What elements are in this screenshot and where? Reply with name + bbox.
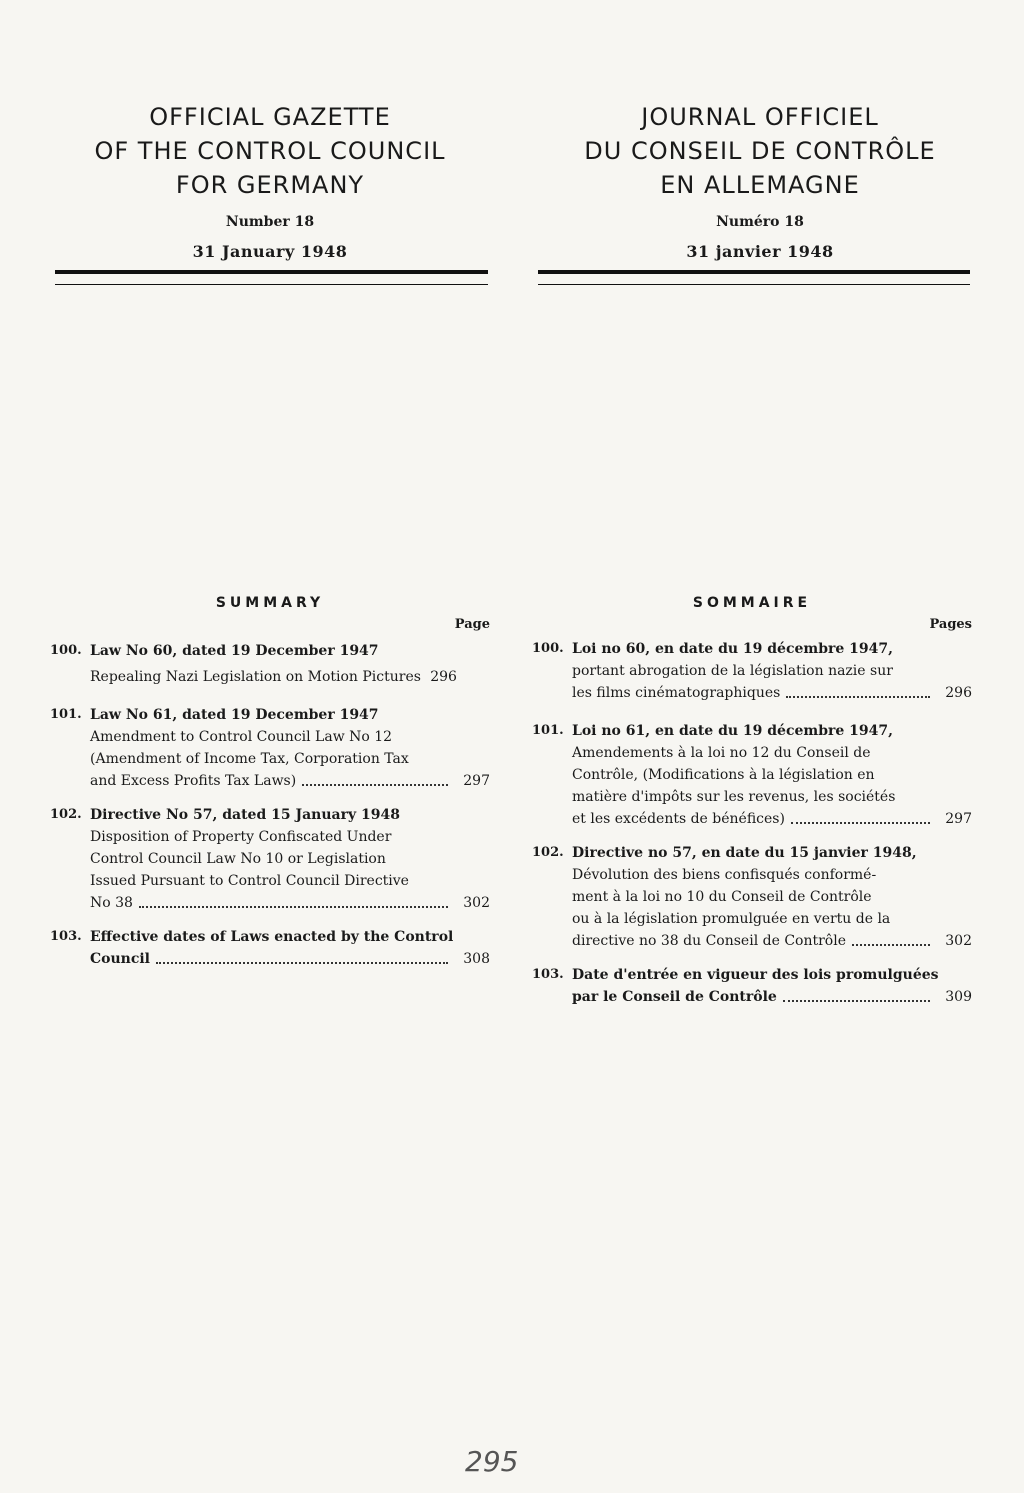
entry-number: 100. xyxy=(50,643,82,658)
entry-last-line: les films cinématographiques xyxy=(572,685,781,701)
entry-heading: Directive no 57, en date du 15 janvier 1948, xyxy=(572,845,917,861)
french-title-line-2: DU CONSEIL DE CONTRÔLE xyxy=(584,137,936,165)
entry-description-line: ou à la législation promulguée en vertu de la xyxy=(572,911,891,927)
entry-number: 101. xyxy=(532,723,564,738)
entry-description-line: Amendment to Control Council Law No 12 xyxy=(90,729,393,745)
french-entry-101 xyxy=(532,720,972,830)
entry-page: 302 xyxy=(945,933,972,949)
entry-description-line: Issued Pursuant to Control Council Directive xyxy=(90,873,409,889)
entry-description-line: Disposition of Property Confiscated Under xyxy=(90,829,392,845)
entry-description-line: (Amendment of Income Tax, Corporation Tax xyxy=(90,751,409,767)
leader-dots xyxy=(783,986,930,1002)
french-entry-102 xyxy=(532,842,972,952)
leader-dots xyxy=(852,930,930,946)
leader-dots xyxy=(139,892,448,908)
entry-last-line: Repealing Nazi Legislation on Motion Pictures xyxy=(90,669,421,685)
leader-dots xyxy=(786,682,930,698)
english-header-rule xyxy=(55,270,488,285)
french-page-label: Pages xyxy=(929,617,972,632)
entry-description-line: Dévolution des biens confisqués conformé- xyxy=(572,867,877,883)
english-issue-number: Number 18 xyxy=(225,214,315,230)
entry-heading: Law No 60, dated 19 December 1947 xyxy=(90,643,379,659)
english-entry-101 xyxy=(50,704,490,792)
english-entry-103 xyxy=(50,926,490,970)
french-title-line-1: JOURNAL OFFICIEL xyxy=(641,103,879,131)
entry-number: 102. xyxy=(532,845,564,860)
leader-dots xyxy=(302,770,448,786)
entry-last-line: No 38 xyxy=(90,895,133,911)
entry-heading: Loi no 60, en date du 19 décembre 1947, xyxy=(572,641,893,657)
handwritten-page-number: 295 xyxy=(465,1445,519,1478)
entry-page: 302 xyxy=(463,895,490,911)
entry-last-line: Council xyxy=(90,951,150,967)
french-entry-100 xyxy=(532,638,972,704)
entry-heading: Directive No 57, dated 15 January 1948 xyxy=(90,807,400,823)
french-summary xyxy=(532,595,972,1008)
english-entry-100 xyxy=(50,640,490,688)
entry-heading: Law No 61, dated 19 December 1947 xyxy=(90,707,379,723)
entry-number: 102. xyxy=(50,807,82,822)
english-issue-date: 31 January 1948 xyxy=(192,242,348,261)
english-title-line-1: OFFICIAL GAZETTE xyxy=(149,103,391,131)
entry-heading: Loi no 61, en date du 19 décembre 1947, xyxy=(572,723,893,739)
entry-number: 103. xyxy=(532,967,564,982)
entry-description-line: Contrôle, (Modifications à la législation en xyxy=(572,767,875,783)
entry-heading: Effective dates of Laws enacted by the Control xyxy=(90,929,454,945)
french-masthead xyxy=(545,100,975,261)
french-entry-103 xyxy=(532,964,972,1008)
english-title-line-2: OF THE CONTROL COUNCIL xyxy=(94,137,446,165)
entry-last-line: and Excess Profits Tax Laws) xyxy=(90,773,297,789)
entry-last-line: et les excédents de bénéfices) xyxy=(572,811,785,827)
leader-dots xyxy=(791,808,930,824)
entry-last-line: directive no 38 du Conseil de Contrôle xyxy=(572,933,846,949)
french-summary-title: SOMMAIRE xyxy=(692,595,812,611)
english-masthead xyxy=(40,100,500,261)
french-title-line-3: EN ALLEMAGNE xyxy=(660,171,860,199)
entry-description-line: ment à la loi no 10 du Conseil de Contrôle xyxy=(572,889,872,905)
french-issue-number: Numéro 18 xyxy=(716,214,804,230)
english-entry-102 xyxy=(50,804,490,914)
entry-page: 296 xyxy=(430,669,457,685)
leader-dots xyxy=(156,948,448,964)
entry-number: 101. xyxy=(50,707,82,722)
entry-number: 100. xyxy=(532,641,564,656)
entry-description-line: Control Council Law No 10 or Legislation xyxy=(90,851,386,867)
entry-heading: Date d'entrée en vigueur des lois promulguées xyxy=(572,967,939,983)
entry-page: 309 xyxy=(945,989,972,1005)
entry-page: 296 xyxy=(945,685,972,701)
entry-last-line: par le Conseil de Contrôle xyxy=(572,989,777,1005)
entry-description-line: portant abrogation de la législation nazie sur xyxy=(572,663,893,679)
entry-page: 308 xyxy=(463,951,490,967)
french-issue-date: 31 janvier 1948 xyxy=(686,242,834,261)
english-title-line-3: FOR GERMANY xyxy=(175,171,365,199)
french-header-rule xyxy=(538,270,970,285)
english-summary-title: SUMMARY xyxy=(215,595,325,611)
entry-page: 297 xyxy=(463,773,490,789)
english-page-label: Page xyxy=(454,617,490,632)
entry-description-line: matière d'impôts sur les revenus, les sociétés xyxy=(572,789,896,805)
english-summary xyxy=(50,595,490,970)
entry-page: 297 xyxy=(945,811,972,827)
entry-description-line: Amendements à la loi no 12 du Conseil de xyxy=(572,745,871,761)
entry-number: 103. xyxy=(50,929,82,944)
